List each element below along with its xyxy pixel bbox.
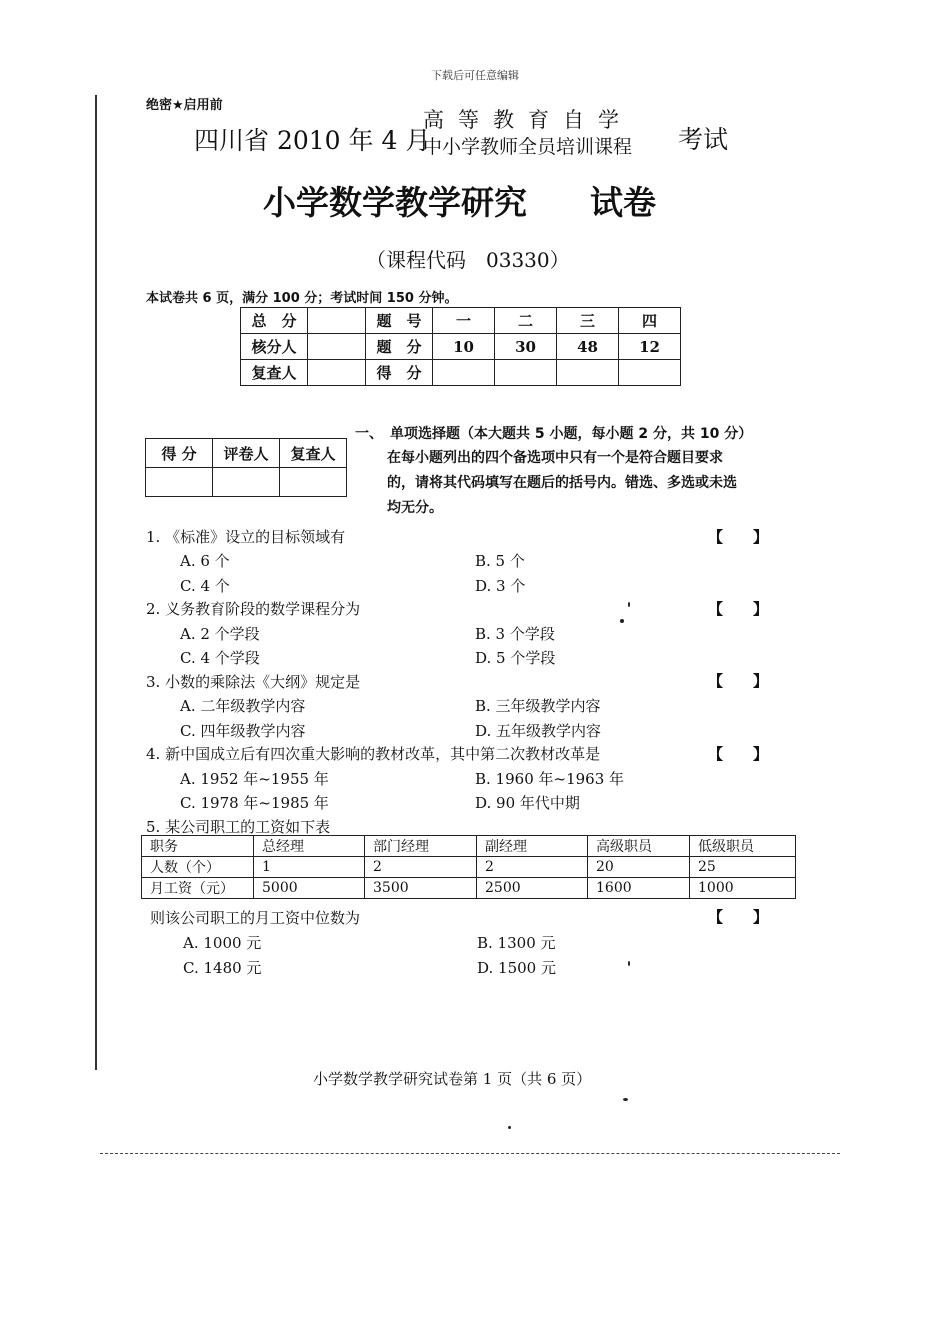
table-cell	[433, 360, 495, 386]
option-d: D. 5 个学段	[475, 649, 556, 667]
option-b: B. 三年级教学内容	[475, 697, 601, 715]
table-row	[142, 878, 796, 899]
table-cell: 1	[254, 857, 365, 878]
section-score-table	[145, 438, 347, 497]
table-cell: 5000	[254, 878, 365, 899]
table-cell: 题 号	[366, 308, 433, 334]
question-stem: 5. 某公司职工的工资如下表	[146, 818, 331, 836]
table-row	[146, 439, 347, 468]
course-code: （课程代码 03330）	[366, 248, 570, 272]
question-stem: 4. 新中国成立后有四次重大影响的教材改革，其中第二次教材改革是	[146, 745, 601, 763]
option-c: C. 1978 年~1985 年	[180, 794, 329, 812]
table-cell: 月工资（元）	[142, 878, 254, 899]
table-cell: 48	[557, 334, 619, 360]
section-instruction: 在每小题列出的四个备选项中只有一个是符合题目要求	[387, 450, 723, 466]
paper-word: 试卷	[590, 183, 656, 222]
table-cell	[146, 468, 213, 497]
section-instruction: 的，请将其代码填写在题后的括号内。错选、多选或未选	[387, 475, 737, 491]
table-cell: 20	[588, 857, 690, 878]
scan-speck	[620, 619, 624, 623]
scan-speck	[628, 961, 630, 966]
scan-speck	[623, 1098, 628, 1101]
option-a: A. 6 个	[180, 552, 230, 570]
table-cell: 30	[495, 334, 557, 360]
table-cell: 得 分	[366, 360, 433, 386]
section-instruction: 均无分。	[387, 500, 443, 516]
option-b: B. 1300 元	[477, 934, 556, 952]
scan-edge-line	[100, 1153, 840, 1154]
option-c: C. 4 个学段	[180, 649, 260, 667]
table-row	[146, 468, 347, 497]
table-row	[241, 360, 681, 386]
answer-bracket[interactable]: 【 】	[708, 908, 769, 926]
score-summary-table	[240, 307, 681, 386]
table-row	[241, 334, 681, 360]
answer-bracket[interactable]: 【 】	[708, 745, 769, 763]
binding-line	[95, 95, 97, 1070]
table-row	[142, 857, 796, 878]
table-header: 副经理	[477, 836, 588, 857]
option-a: A. 二年级教学内容	[180, 697, 306, 715]
option-b: B. 1960 年~1963 年	[475, 770, 625, 788]
table-header: 职务	[142, 836, 254, 857]
table-cell: 二	[495, 308, 557, 334]
table-cell: 题 分	[366, 334, 433, 360]
table-header: 得 分	[146, 439, 213, 468]
table-cell: 人数（个）	[142, 857, 254, 878]
section-heading: 单项选择题（本大题共 5 小题，每小题 2 分，共 10 分）	[390, 426, 753, 442]
scan-speck	[508, 1126, 511, 1129]
paper-info: 本试卷共 6 页，满分 100 分；考试时间 150 分钟。	[146, 291, 458, 306]
province-date: 四川省 2010 年 4 月	[194, 126, 431, 155]
question-followup: 则该公司职工的月工资中位数为	[150, 909, 361, 927]
exam-type-line1: 高等教育自学	[423, 108, 633, 132]
option-b: B. 5 个	[475, 552, 525, 570]
table-cell	[308, 334, 366, 360]
option-d: D. 3 个	[475, 577, 526, 595]
table-cell	[557, 360, 619, 386]
table-cell: 1000	[690, 878, 796, 899]
option-a: A. 2 个学段	[180, 625, 260, 643]
table-cell: 25	[690, 857, 796, 878]
question-stem: 2. 义务教育阶段的数学课程分为	[146, 600, 361, 618]
option-c: C. 四年级教学内容	[180, 722, 306, 740]
salary-table	[141, 835, 796, 899]
table-row	[142, 836, 796, 857]
table-cell: 复查人	[241, 360, 308, 386]
option-a: A. 1000 元	[183, 934, 262, 952]
option-c: C. 4 个	[180, 577, 230, 595]
section-number: 一、	[355, 426, 383, 442]
answer-bracket[interactable]: 【 】	[708, 600, 769, 618]
table-cell: 核分人	[241, 334, 308, 360]
secret-label: 绝密★启用前	[146, 98, 223, 113]
table-cell	[495, 360, 557, 386]
answer-bracket[interactable]: 【 】	[708, 672, 769, 690]
table-cell: 一	[433, 308, 495, 334]
table-header: 低级职员	[690, 836, 796, 857]
table-header: 高级职员	[588, 836, 690, 857]
table-header: 总经理	[254, 836, 365, 857]
exam-type-line2: 中小学教师全员培训课程	[423, 136, 633, 158]
table-header: 部门经理	[365, 836, 477, 857]
table-row	[241, 308, 681, 334]
table-cell	[213, 468, 280, 497]
table-cell: 四	[619, 308, 681, 334]
table-cell	[619, 360, 681, 386]
table-cell: 2	[477, 857, 588, 878]
table-cell	[308, 360, 366, 386]
exam-word: 考试	[678, 125, 729, 154]
table-cell: 2	[365, 857, 477, 878]
table-cell: 2500	[477, 878, 588, 899]
table-cell: 1600	[588, 878, 690, 899]
option-a: A. 1952 年~1955 年	[180, 770, 329, 788]
table-cell: 3500	[365, 878, 477, 899]
answer-bracket[interactable]: 【 】	[708, 528, 769, 546]
question-stem: 1. 《标准》设立的目标领域有	[146, 528, 346, 546]
table-cell: 总 分	[241, 308, 308, 334]
watermark-text: 下载后可任意编辑	[431, 69, 519, 82]
option-b: B. 3 个学段	[475, 625, 555, 643]
scan-speck	[628, 602, 630, 607]
page-footer: 小学数学教学研究试卷第 1 页（共 6 页）	[313, 1070, 592, 1088]
table-cell	[280, 468, 347, 497]
table-cell: 12	[619, 334, 681, 360]
table-cell: 10	[433, 334, 495, 360]
page-title: 小学数学教学研究	[263, 183, 527, 222]
question-stem: 3. 小数的乘除法《大纲》规定是	[146, 673, 361, 691]
table-cell	[308, 308, 366, 334]
option-c: C. 1480 元	[183, 959, 262, 977]
table-cell: 三	[557, 308, 619, 334]
option-d: D. 90 年代中期	[475, 794, 580, 812]
table-header: 评卷人	[213, 439, 280, 468]
table-header: 复查人	[280, 439, 347, 468]
option-d: D. 1500 元	[477, 959, 556, 977]
option-d: D. 五年级教学内容	[475, 722, 602, 740]
